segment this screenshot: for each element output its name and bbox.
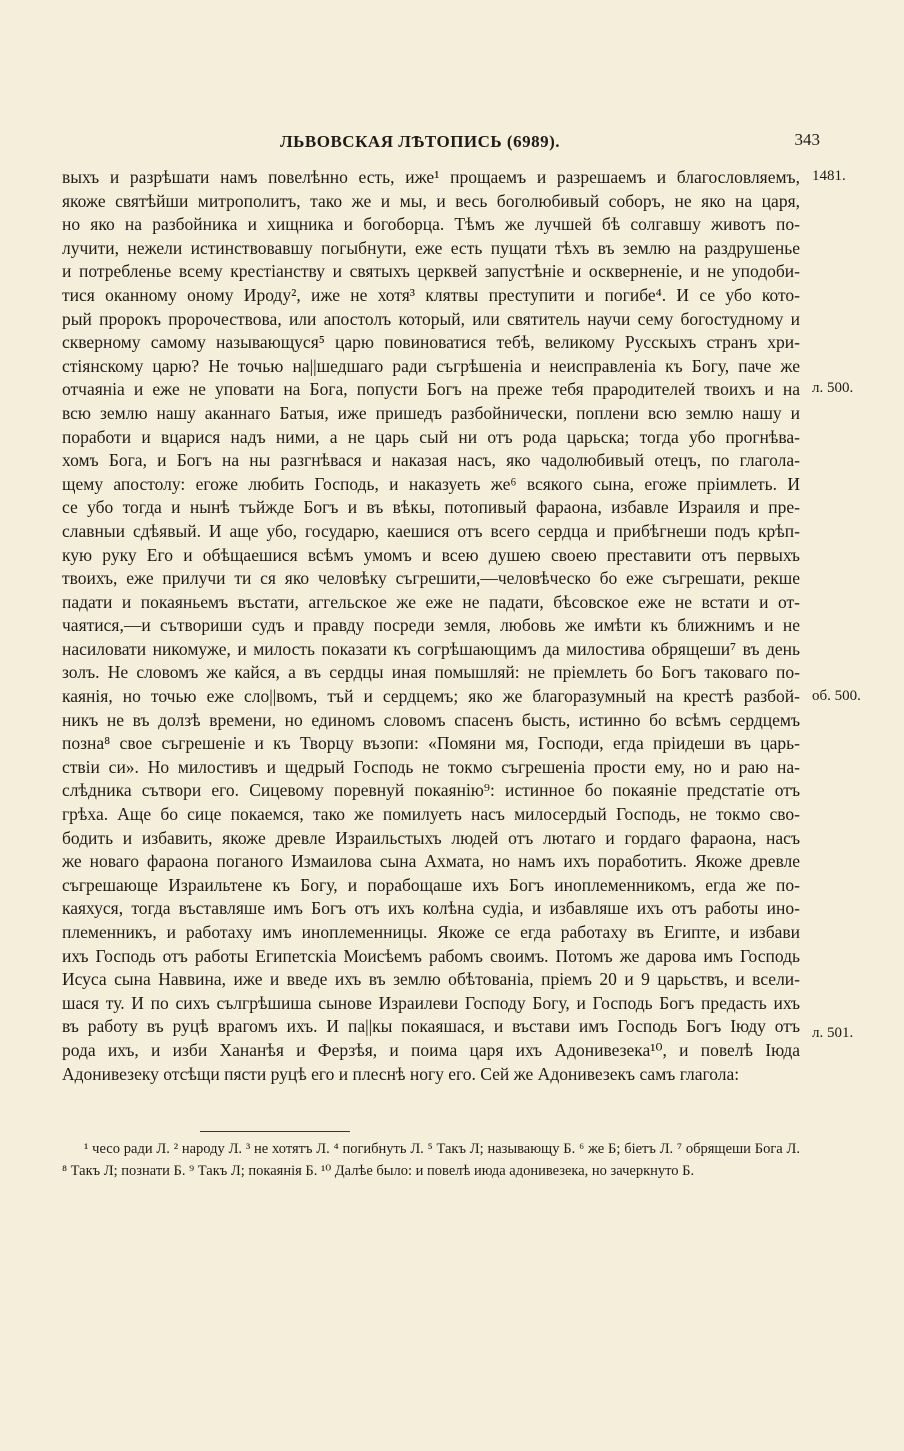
footnotes: ¹ чесо ради Л. ² народу Л. ³ не хотятъ Л. ⁴ погибнуть Л. ⁵ Такъ Л; называющу Б. ⁶ же Б; біетъ Л. ⁷ обрящеши Бога Л. ⁸ Такъ Л; познати Б. ⁹ Такъ Л; покаянія Б. ¹⁰ Далѣе было: и повелѣ июда адонивезека, но зачеркнуто Б. bbox=[62, 1141, 800, 1179]
text-line: каянія, но точью еже сло||вомъ, тъй и сердцемъ; яко же благоразумный на крестѣ разбой- bbox=[62, 686, 800, 707]
text-line: грѣха. Аще бо сице покаемся, тако же помилуеть насъ милосердый Господь, не токмо сво- bbox=[62, 804, 800, 825]
text-line: съгрешающе Израильтене къ Богу, и порабощаше ихъ Богъ иноплеменникомъ, егда же по- bbox=[62, 874, 800, 895]
text-line: скверному самому называющуся⁵ царю повиноватися тебѣ, великому Русскыхъ странъ хри- bbox=[62, 332, 800, 353]
text-line: рый пророкъ пророчествова, или апостолъ который, или святитель научи сему богостудному и bbox=[62, 308, 800, 329]
text-line: отчаяніа и еже не уповати на Бога, попусти Богъ на преже тебя прародителей твоихъ и на bbox=[62, 379, 800, 400]
margin-folio-ref: л. 501. bbox=[812, 1025, 854, 1041]
text-line: твоихъ, еже прилучи ти ся яко человѣку съгрешити,—человѣческо бо еже съгрешати, рекше bbox=[62, 568, 800, 589]
text-line: же новаго фараона поганого Измаилова сына Ахмата, но намъ ихъ поработить. Якоже древле bbox=[62, 851, 800, 872]
text-line: славныи сдѣявый. И аще убо, государю, каешися отъ всего сердца и прибѣгнеши подъ крѣп- bbox=[62, 520, 800, 541]
text-line: ствіи си». Но милостивъ и щедрый Господь не токмо съгрешеніа прости ему, но и раю на- bbox=[62, 756, 800, 777]
text-line: золъ. Не словомъ же кайся, а въ сердцы иная помышляй: не пріемлеть бо Богъ таковаго по- bbox=[62, 662, 800, 683]
running-header: ЛЬВОВСКАЯ ЛѢТОПИСЬ (6989). bbox=[280, 132, 560, 151]
text-line: се убо тогда и нынѣ тъйжде Богъ и въ вѣкы, потопивый фараона, избавле Израиля и пре- bbox=[62, 497, 800, 518]
text-line: ихъ Господь отъ работы Египетскіа Моисѣемъ рабомъ своимъ. Потомъ же дарова имъ Господь bbox=[62, 945, 800, 966]
text-line: и потребленье всему крестіанству и святыхъ церквей запустѣніе и оскверненіе, и не уподоби- bbox=[62, 261, 800, 282]
text-line: Исуса сына Наввина, иже и введе ихъ въ землю обѣтованіа, пріемъ 20 и 9 царьствъ, и всели- bbox=[62, 969, 800, 990]
text-line: Адонивезеку отсѣщи пясти руцѣ его и плеснѣ ногу его. Сей же Адонивезекъ самъ глагола: bbox=[62, 1063, 740, 1084]
text-line: падати и покаяньемъ въстати, аггельское же еже не падати, бѣсовское еже не встати и от- bbox=[62, 591, 800, 612]
margin-folio-ref: л. 500. bbox=[812, 380, 854, 396]
margin-folio-ref: об. 500. bbox=[812, 688, 861, 704]
text-line: стіянскому царю? Не точью на||шедшаго ради съгрѣшеніа и неисправленіа къ Богу, паче же bbox=[62, 355, 800, 376]
text-line: поработи и вцарися надъ ними, а не царь сый ни отъ рода царьска; тогда убо прогнѣва- bbox=[62, 426, 800, 447]
text-line: шася ту. И по сихъ сългрѣшиша сынове Израилеви Господу Богу, и Господь Богъ предасть ихъ bbox=[62, 992, 800, 1013]
text-line: тися оканному оному Ироду², иже не хотя³ клятвы преступити и погибе⁴. И се убо кото- bbox=[62, 284, 800, 305]
text-line: въ работу въ руцѣ врагомъ ихъ. И па||кы покаяшася, и въстави имъ Господь Богъ Іюду отъ bbox=[62, 1016, 800, 1037]
text-line: племенникъ, и работаху имъ иноплеменницы. Якоже се егда работаху въ Египте, и избави bbox=[62, 922, 800, 942]
text-line: каяхуся, тогда въставляше имъ Богъ отъ ихъ колѣна судіа, и избавляше ихъ отъ работы ино- bbox=[62, 898, 800, 919]
text-line: никъ не въ долзѣ времени, но единомъ словомъ спасенъ бысть, истинно бо всѣмъ сердцемъ bbox=[62, 709, 800, 730]
text-line: слѣдника сътвори его. Сицевому поревнуй покаянію⁹: истинное бо покаяніе предстатіе отъ bbox=[62, 780, 800, 801]
text-line: хомъ Бога, и Богъ на ны разгнѣвася и наказая насъ, яко чадолюбивый отецъ, по глагола- bbox=[62, 450, 800, 471]
footnote-rule bbox=[200, 1131, 350, 1132]
text-line: бодить и избавить, якоже древле Израильстыхъ людей отъ лютаго и гордаго фараона, насъ bbox=[62, 827, 800, 848]
page-number: 343 bbox=[794, 130, 820, 149]
text-line: кую руку Его и обѣщаешися всѣмъ умомъ и всею душею своею преставити отъ первыхъ bbox=[62, 544, 800, 565]
text-line: чаятися,—и сътвориши судъ и правду посреди земля, любовь же имѣти къ ближнимъ и не bbox=[62, 615, 800, 636]
text-line: щему апостолу: егоже любить Господь, и наказуеть же⁶ всякого сына, егоже пріимлеть. И bbox=[62, 473, 800, 494]
text-line: позна⁸ свое съгрешеніе и къ Творцу възопи: «Помяни мя, Господи, егда пріидеши въ царь- bbox=[62, 733, 800, 754]
text-line: насиловати никомуже, и милость показати къ согрѣшающимъ да милостива обрящеши⁷ въ день bbox=[62, 638, 800, 659]
text-line: лучити, нежели истинствовавшу погыбнути, еже есть пущати тѣхъ въ землю на раздрушенье bbox=[62, 237, 800, 258]
text-line: выхъ и разрѣшати намъ повелѣнно есть, иже¹ прощаемъ и разрешаемъ и благословляемъ, bbox=[62, 167, 800, 187]
chronicle-text bbox=[62, 166, 800, 1086]
text-line: но яко на разбойника и хищника и богоборца. Тѣмъ же лучшей бѣ солгавшу животъ по- bbox=[62, 214, 800, 235]
margin-year: 1481. bbox=[812, 168, 846, 184]
text-line: якоже святѣйши митрополитъ, тако же и мы, и весь боголюбивый соборъ, не яко на царя, bbox=[62, 190, 800, 211]
text-line: рода ихъ, и изби Хананѣя и Ферзѣя, и поима царя ихъ Адонивезека¹⁰, и повелѣ Іюда bbox=[62, 1039, 800, 1060]
text-line: всю землю нашу аканнаго Батыя, иже пришедъ разбойнически, поплени всю землю нашу и bbox=[62, 402, 800, 423]
